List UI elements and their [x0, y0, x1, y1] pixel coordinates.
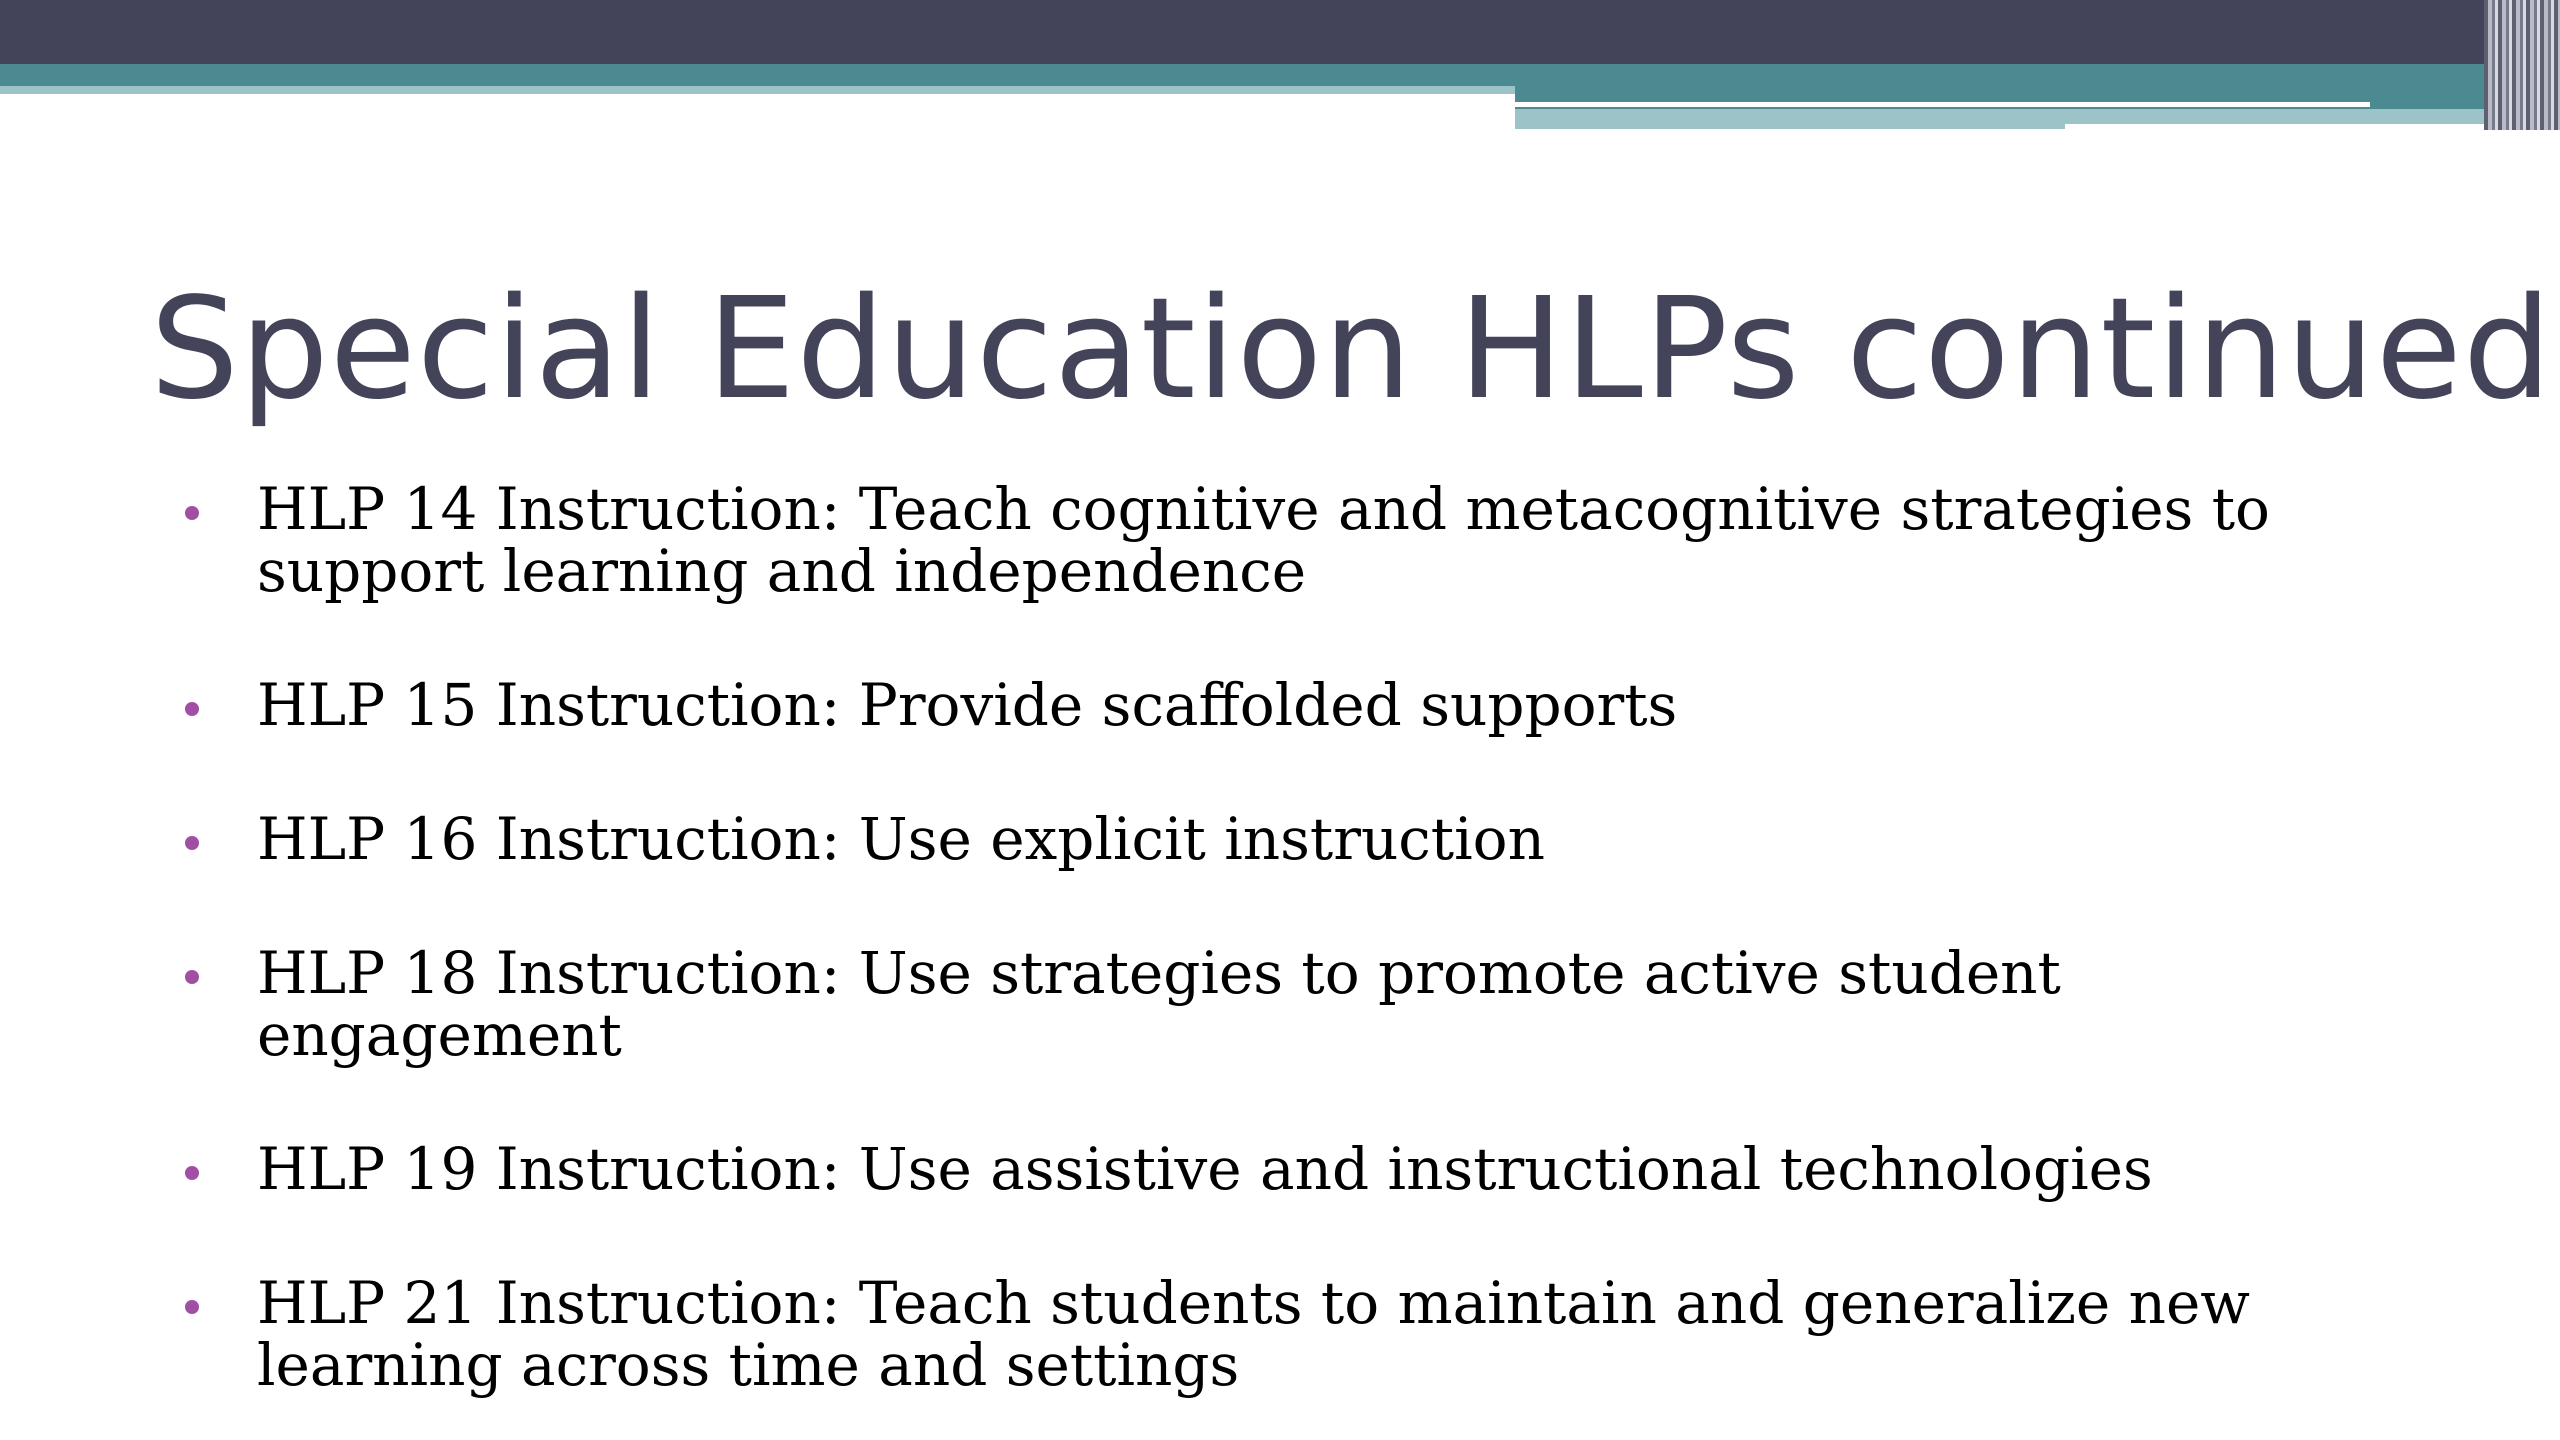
bullet-dot-icon [185, 1300, 199, 1314]
header-banner-dark [0, 0, 2560, 64]
bullet-item [185, 805, 2415, 873]
bullet-item [185, 1269, 2415, 1399]
bullet-text: HLP 19 Instruction: Use assistive and instructional technologies [257, 1135, 2153, 1203]
header-edge-stripes [2484, 0, 2560, 130]
bullet-text: HLP 18 Instruction: Use strategies to promote active student engagement [257, 939, 2061, 1069]
bullet-text: HLP 15 Instruction: Provide scaffolded supports [257, 671, 1678, 739]
header-banner-teal-left [0, 64, 1515, 87]
bullet-item [185, 671, 2415, 739]
bullet-dot-icon [185, 836, 199, 850]
bullet-dot-icon [185, 1166, 199, 1180]
bullet-text: HLP 21 Instruction: Teach students to maintain and generalize new learning across time and settings [257, 1269, 2250, 1399]
bullet-item [185, 475, 2415, 605]
bullet-text: HLP 16 Instruction: Use explicit instruction [257, 805, 1545, 873]
bullet-dot-icon [185, 702, 199, 716]
bullet-item [185, 939, 2415, 1069]
bullet-item [185, 1135, 2415, 1203]
bullet-list [185, 475, 2415, 1440]
slide-title: Special Education HLPs continued [150, 268, 2553, 431]
bullet-text: HLP 14 Instruction: Teach cognitive and metacognitive strategies to support learning and independence [257, 475, 2270, 605]
bullet-dot-icon [185, 506, 199, 520]
header-banner-divider [1515, 102, 2370, 107]
bullet-dot-icon [185, 970, 199, 984]
header-banner-teal-left-light [0, 86, 1515, 94]
